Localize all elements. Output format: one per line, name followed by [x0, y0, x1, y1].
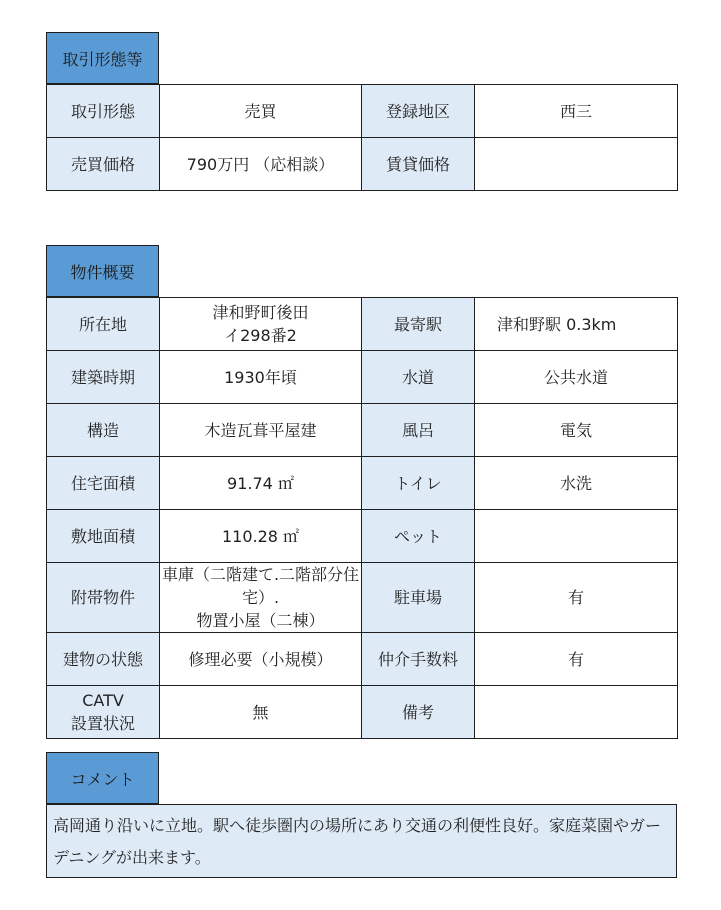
field-label: 備考 — [362, 686, 475, 739]
field-value: 110.28 ㎡ — [160, 510, 362, 563]
field-value: 無 — [160, 686, 362, 739]
table-row — [47, 404, 678, 457]
section-title: 取引形態等 — [62, 49, 143, 69]
section-header-transaction — [46, 32, 159, 84]
field-label: 水道 — [362, 351, 475, 404]
field-value: 電気 — [475, 404, 678, 457]
field-label: 賃貸価格 — [362, 138, 475, 191]
field-value: 有 — [475, 563, 678, 633]
field-label: 登録地区 — [362, 85, 475, 138]
field-label: 建築時期 — [47, 351, 160, 404]
field-value: 津和野町後田 イ298番2 — [160, 298, 362, 351]
field-label: 敷地面積 — [47, 510, 160, 563]
field-value: 91.74 ㎡ — [160, 457, 362, 510]
field-label: 構造 — [47, 404, 160, 457]
field-value: 有 — [475, 633, 678, 686]
field-label: 建物の状態 — [47, 633, 160, 686]
field-value: 津和野駅 0.3km — [475, 298, 678, 351]
section-header-comment — [46, 752, 159, 804]
field-label: CATV 設置状況 — [47, 686, 160, 739]
field-value: 車庫（二階建て.二階部分住宅）. 物置小屋（二棟） — [160, 563, 362, 633]
transaction-table — [46, 84, 678, 191]
field-label: 住宅面積 — [47, 457, 160, 510]
field-label: ペット — [362, 510, 475, 563]
field-value: 修理必要（小規模） — [160, 633, 362, 686]
field-label: 附帯物件 — [47, 563, 160, 633]
field-value: 木造瓦葺平屋建 — [160, 404, 362, 457]
field-label: 取引形態 — [47, 85, 160, 138]
field-label: 売買価格 — [47, 138, 160, 191]
field-label: トイレ — [362, 457, 475, 510]
field-label: 所在地 — [47, 298, 160, 351]
field-value — [475, 686, 678, 739]
table-row — [47, 563, 678, 633]
table-row — [47, 510, 678, 563]
field-value: 公共水道 — [475, 351, 678, 404]
property-table — [46, 297, 678, 739]
field-value — [475, 510, 678, 563]
table-row — [47, 686, 678, 739]
field-value: 1930年頃 — [160, 351, 362, 404]
table-row — [47, 138, 678, 191]
section-title: コメント — [70, 769, 135, 789]
comment-text: 高岡通り沿いに立地。駅へ徒歩圏内の場所にあり交通の利便性良好。家庭菜園やガーデニングが出来ます。 — [46, 804, 677, 878]
field-value: 水洗 — [475, 457, 678, 510]
field-label: 風呂 — [362, 404, 475, 457]
field-value — [475, 138, 678, 191]
field-label: 駐車場 — [362, 563, 475, 633]
field-value: 売買 — [160, 85, 362, 138]
field-label: 最寄駅 — [362, 298, 475, 351]
table-row — [47, 457, 678, 510]
section-title: 物件概要 — [70, 262, 135, 282]
field-value: 790万円 （応相談） — [160, 138, 362, 191]
table-row — [47, 85, 678, 138]
table-row — [47, 633, 678, 686]
table-row — [47, 298, 678, 351]
field-label: 仲介手数料 — [362, 633, 475, 686]
section-header-property — [46, 245, 159, 297]
field-value: 西三 — [475, 85, 678, 138]
table-row — [47, 351, 678, 404]
